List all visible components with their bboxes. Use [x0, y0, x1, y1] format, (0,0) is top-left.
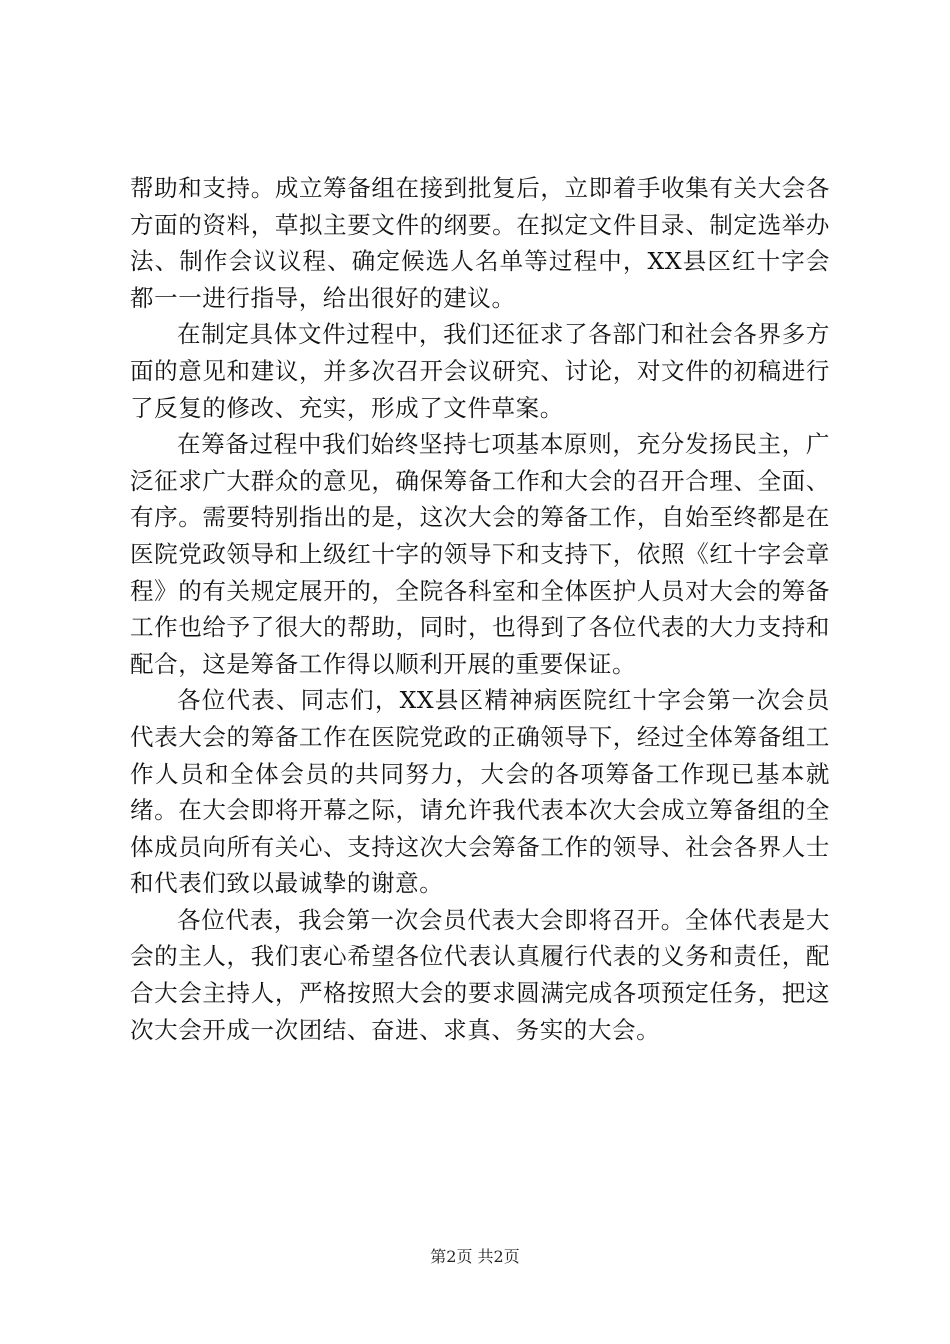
paragraph: 在制定具体文件过程中，我们还征求了各部门和社会各界多方面的意见和建议，并多次召开会议研究、讨论，对文件的初稿进行了反复的修改、充实，形成了文件草案。 [130, 320, 830, 422]
paragraph: 各位代表、同志们，XX县区精神病医院红十字会第一次会员代表大会的筹备工作在医院党政的正确领导下，经过全体筹备组工作人员和全体会员的共同努力，大会的各项筹备工作现已基本就绪。在大会即将开幕之际，请允许我代表本次大会成立筹备组的全体成员向所有关心、支持这次大会筹备工作的领导、社会各界人士和代表们致以最诚挚的谢意。 [130, 686, 830, 898]
paragraph: 各位代表，我会第一次会员代表大会即将召开。全体代表是大会的主人，我们衷心希望各位代表认真履行代表的义务和责任，配合大会主持人，严格按照大会的要求圆满完成各项预定任务，把这次大会开成一次团结、奋进、求真、务实的大会。 [130, 905, 830, 1044]
paragraph-continued: 帮助和支持。成立筹备组在接到批复后，立即着手收集有关大会各方面的资料，草拟主要文件的纲要。在拟定文件目录、制定选举办法、制作会议议程、确定候选人名单等过程中，XX县区红十字会都一一进行指导，给出很好的建议。 [130, 174, 830, 312]
page-number-footer: 第2页 共2页 [430, 1247, 520, 1266]
document-body [130, 170, 830, 1048]
paragraph: 在筹备过程中我们始终坚持七项基本原则，充分发扬民主，广泛征求广大群众的意见，确保筹备工作和大会的召开合理、全面、有序。需要特别指出的是，这次大会的筹备工作，自始至终都是在医院党政领导和上级红十字的领导下和支持下，依照《红十字会章程》的有关规定展开的，全院各科室和全体医护人员对大会的筹备工作也给予了很大的帮助，同时，也得到了各位代表的大力支持和配合，这是筹备工作得以顺利开展的重要保证。 [130, 430, 830, 678]
